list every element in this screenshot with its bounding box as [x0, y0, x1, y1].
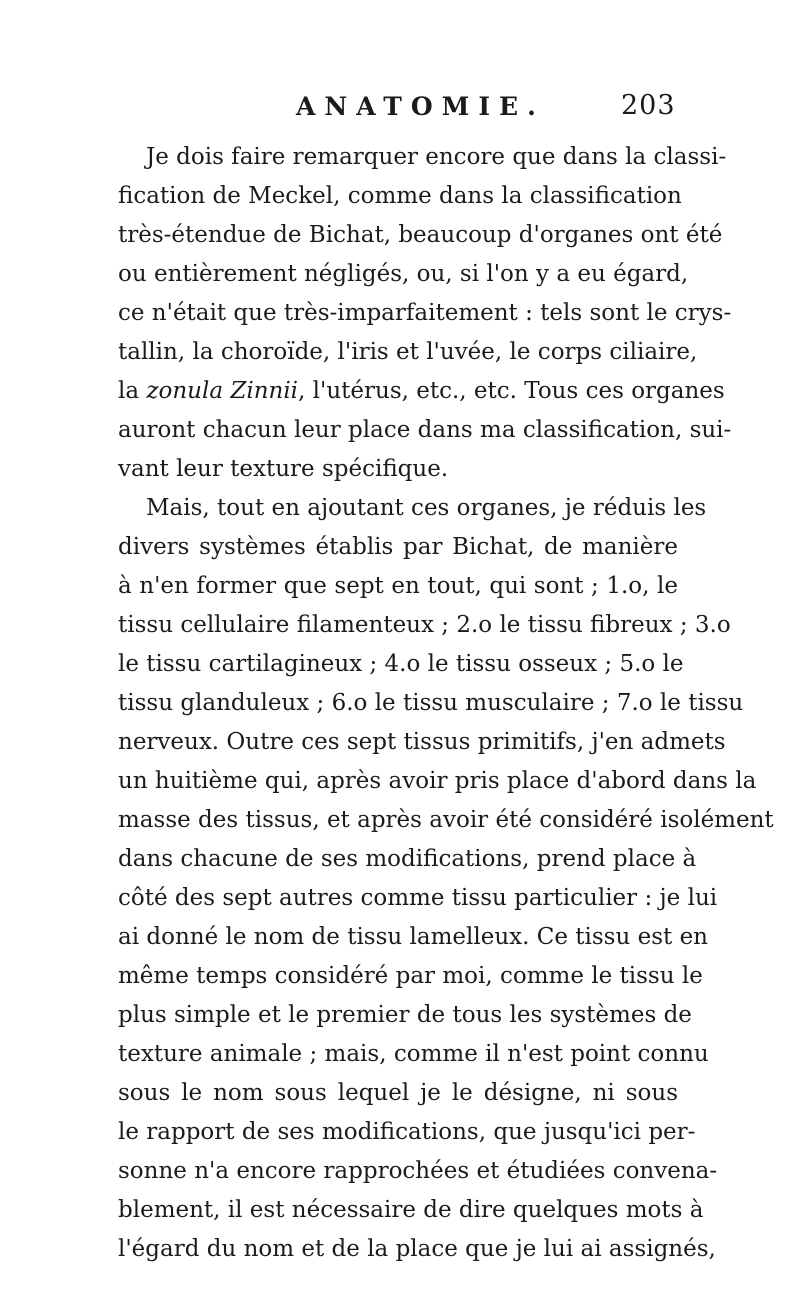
- text-line: très-étendue de Bichat, beaucoup d'organes ont été: [118, 222, 723, 248]
- text-line: Je dois faire remarquer encore que dans la classi-: [146, 144, 727, 170]
- text-line: auront chacun leur place dans ma classification, sui-: [118, 417, 732, 443]
- page-number: 203: [621, 90, 676, 121]
- text-line: côté des sept autres comme tissu particulier : je lui: [118, 885, 718, 911]
- text-line: tissu glanduleux ; 6.o le tissu musculaire ; 7.o le tissu: [118, 690, 744, 716]
- text-line: sous le nom sous lequel je le désigne, ni sous: [118, 1080, 678, 1106]
- text-line: vant leur texture spécifique.: [118, 456, 449, 482]
- text-line: texture animale ; mais, comme il n'est point connu: [118, 1041, 709, 1067]
- italic-term: zonula Zinnii: [146, 378, 299, 404]
- text-line: le tissu cartilagineux ; 4.o le tissu osseux ; 5.o le: [118, 651, 684, 677]
- text-line: nerveux. Outre ces sept tissus primitifs, j'en admets: [118, 729, 726, 755]
- text-line: tallin, la choroïde, l'iris et l'uvée, le corps ciliaire,: [118, 339, 698, 365]
- text-line: fication de Meckel, comme dans la classification: [118, 183, 682, 209]
- text-line: Mais, tout en ajoutant ces organes, je réduis les: [146, 495, 707, 521]
- text-line: un huitième qui, après avoir pris place d'abord dans la: [118, 768, 757, 794]
- text-line: divers systèmes établis par Bichat, de manière: [118, 534, 678, 560]
- text-line: masse des tissus, et après avoir été considéré isolément: [118, 807, 774, 833]
- running-title: ANATOMIE.: [296, 92, 545, 121]
- body-text: [118, 138, 774, 1269]
- text-line: ou entièrement négligés, ou, si l'on y a eu égard,: [118, 261, 689, 287]
- text-line: sonne n'a encore rapprochées et étudiées convena-: [118, 1158, 718, 1184]
- text-line: l'égard du nom et de la place que je lui ai assignés,: [118, 1236, 716, 1262]
- text-line: ai donné le nom de tissu lamelleux. Ce tissu est en: [118, 924, 708, 950]
- text-line: tissu cellulaire filamenteux ; 2.o le tissu fibreux ; 3.o: [118, 612, 731, 638]
- text-line: ce n'était que très-imparfaitement : tels sont le crys-: [118, 300, 732, 326]
- text-line: la zonula Zinnii, l'utérus, etc., etc. Tous ces organes: [118, 378, 725, 404]
- text-line: à n'en former que sept en tout, qui sont ; 1.o, le: [118, 573, 678, 599]
- text-line: dans chacune de ses modifications, prend place à: [118, 846, 697, 872]
- text-line: blement, il est nécessaire de dire quelques mots à: [118, 1197, 704, 1223]
- text-line: même temps considéré par moi, comme le tissu le: [118, 963, 703, 989]
- text-line: le rapport de ses modifications, que jusqu'ici per-: [118, 1119, 696, 1145]
- text-line: plus simple et le premier de tous les systèmes de: [118, 1002, 692, 1028]
